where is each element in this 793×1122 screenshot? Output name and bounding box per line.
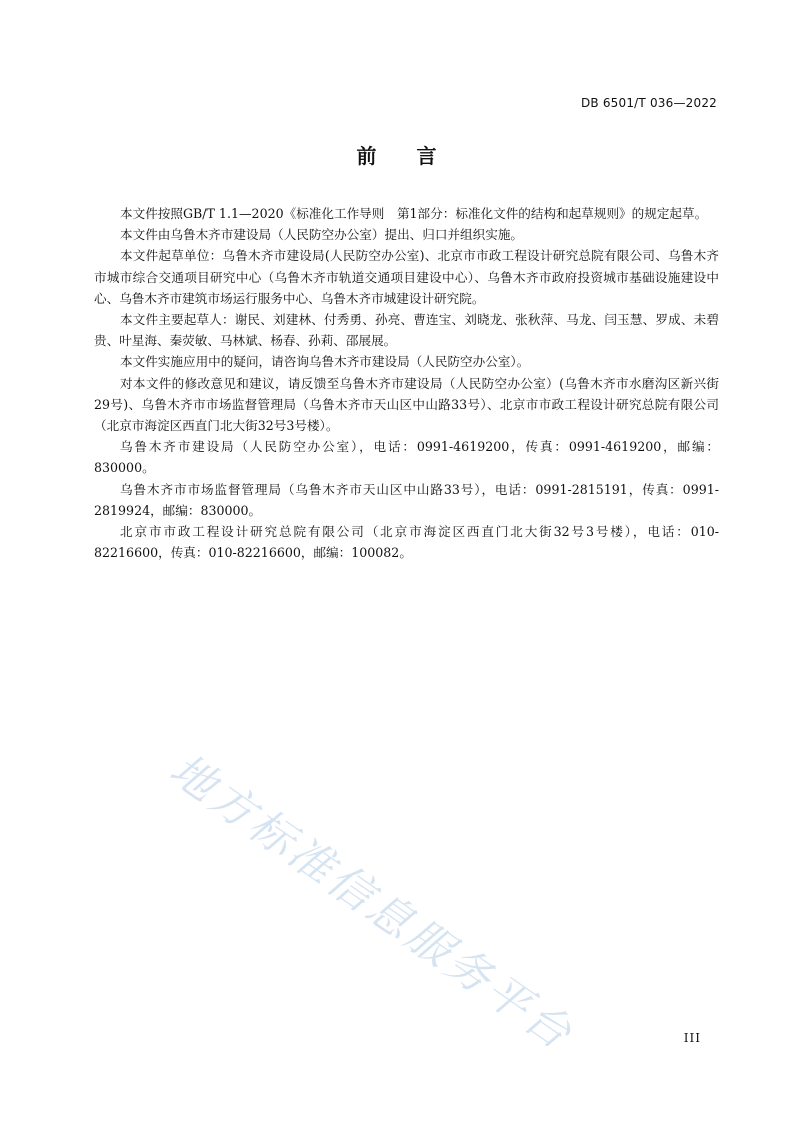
paragraph-inquiry: 本文件实施应用中的疑问，请咨询乌鲁木齐市建设局（人民防空办公室）。 — [120, 354, 530, 370]
page-number: III — [683, 1031, 701, 1045]
paragraph-drafting-units: 本文件起草单位：乌鲁木齐市建设局(人民防空办公室)、北京市市政工程设计研究总院有限公司、乌鲁木齐市城市综合交通项目研究中心（乌鲁木齐市轨道交通项目建设中心）、乌鲁木齐市政府投资城市基础设施建设中心、乌鲁木齐市建筑市场运行服务中心、乌鲁木齐市城建设计研究院。 — [94, 248, 719, 306]
paragraph-contact-construction-bureau: 乌鲁木齐市建设局（人民防空办公室），电话：0991-4619200，传真：0991-4619200，邮编：830000。 — [94, 439, 719, 476]
paragraph-feedback: 对本文件的修改意见和建议，请反馈至乌鲁木齐市建设局（人民防空办公室）(乌鲁木齐市水磨沟区新兴街29号)、乌鲁木齐市市场监督管理局（乌鲁木齐市天山区中山路33号）、北京市市政工程设计研究总院有限公司（北京市海淀区西直门北大街32号3号楼）。 — [94, 375, 719, 434]
paragraph-drafting-rules: 本文件按照GB/T 1.1—2020《标准化工作导则 第1部分：标准化文件的结构和起草规则》的规定起草。 — [120, 206, 708, 221]
watermark: 地方标准信息服务平台 — [160, 744, 583, 1062]
document-code: DB 6501/T 036—2022 — [580, 96, 717, 110]
paragraph-drafters: 本文件主要起草人：谢民、刘建林、付秀勇、孙亮、曹连宝、刘晓龙、张秋萍、马龙、闫玉慧、罗成、未碧贵、叶星海、秦荧敏、马林斌、杨春、孙莉、邵展展。 — [94, 312, 719, 349]
paragraph-contact-market-supervision: 乌鲁木齐市市场监督管理局（乌鲁木齐市天山区中山路33号），电话：0991-2815191，传真：0991-2819924，邮编：830000。 — [94, 481, 719, 518]
section-heading: 前言 — [356, 144, 477, 168]
paragraph-proposer: 本文件由乌鲁木齐市建设局（人民防空办公室）提出、归口并组织实施。 — [120, 227, 523, 243]
foreword-body — [94, 203, 719, 563]
paragraph-contact-design-institute: 北京市市政工程设计研究总院有限公司（北京市海淀区西直门北大街32号3号楼），电话：010-82216600，传真：010-82216600，邮编：100082。 — [94, 524, 719, 561]
